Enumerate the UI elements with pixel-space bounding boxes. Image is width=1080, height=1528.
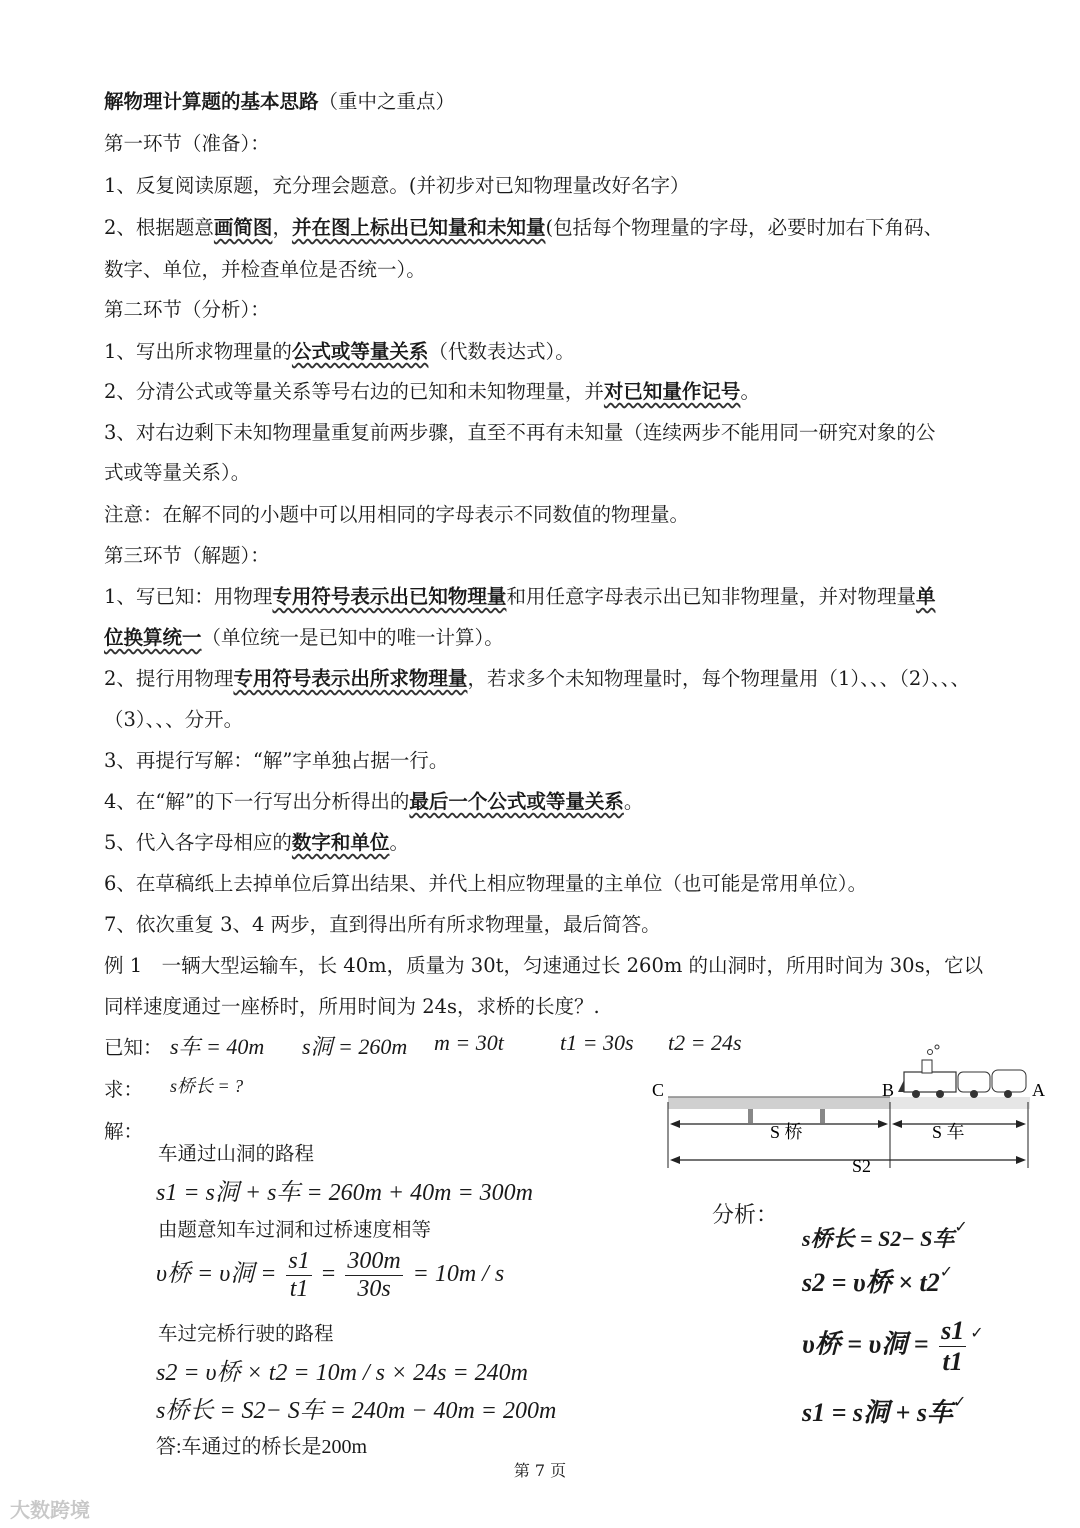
ask-expression: s桥长 = ? [170, 1076, 244, 1096]
sec2-item1-c: （代数表达式）。 [428, 340, 575, 363]
bridge-pier-1 [748, 1109, 753, 1123]
check-icon: ✓ [953, 1392, 967, 1411]
label-s2: S2 [852, 1156, 872, 1176]
label-s-car: S 车 [932, 1122, 965, 1142]
step2-text: 由题意知车过洞和过桥速度相等 [158, 1218, 432, 1241]
sec3-item3: 3、再提行写解：“解”字单独占据一行。 [104, 749, 449, 772]
analysis-eq4 [802, 1392, 966, 1429]
bridge-deck [668, 1097, 890, 1109]
label-s-bridge: S 桥 [770, 1122, 803, 1142]
page-number: 第 7 页 [513, 1461, 567, 1480]
train-icon [898, 1045, 1026, 1098]
sec1-item2-c: ， [272, 216, 292, 239]
answer: 答:车通过的桥长是200m [156, 1436, 368, 1458]
page-title [104, 86, 455, 114]
sec3-item5-a: 5、代入各字母相应的 [104, 831, 292, 854]
title-main: 解物理计算题的基本思路 [104, 90, 319, 113]
known-s-car: s车 = 40m [170, 1034, 265, 1059]
road-segment [890, 1097, 1030, 1109]
sec3-item4-c: 。 [623, 790, 644, 813]
sec3-item1-emph2: 单 [915, 585, 936, 608]
sec2-item1-a: 1、写出所求物理量的 [104, 340, 292, 363]
check-icon: ✓ [970, 1323, 984, 1343]
analysis-eq2-text: s2 = υ桥 × t2 [802, 1268, 940, 1297]
label-a: A [1032, 1080, 1045, 1100]
step2-rhs: = 10m / s [412, 1261, 505, 1288]
sec1-item2 [104, 212, 943, 240]
solve-label: 解： [104, 1120, 144, 1143]
known-t1: t1 = 30s [560, 1030, 634, 1055]
sec3-item1-c: 和用任意字母表示出已知非物理量，并对物理量 [506, 585, 916, 608]
sec3-item1-emph3: 位换算统一 [104, 626, 202, 649]
sec3-item2-emph: 专用符号表示出所求物理量 [233, 667, 468, 690]
step1-equation [156, 1172, 533, 1207]
arrowhead-s-car-left [892, 1120, 902, 1128]
step2-equals: = [321, 1261, 336, 1288]
example-line1: 例 1 一辆大型运输车，长 40m，质量为 30t，匀速通过长 260m 的山洞时，所用时间为 30s，它以 [104, 954, 984, 977]
title-paren: （重中之重点） [318, 90, 456, 113]
sec3-item4-emph: 最后一个公式或等量关系 [409, 790, 624, 813]
step3-eq-text: s2 = υ桥 × t2 = 10m / s × 24s = 240m [156, 1360, 529, 1386]
example-line2: 同样速度通过一座桥时，所用时间为 24s，求桥的长度？. [104, 995, 600, 1018]
analysis-eq3-frac [939, 1316, 966, 1377]
analysis-eq3-num: s1 [941, 1316, 965, 1345]
known-label: 已知： [104, 1036, 163, 1059]
step2-frac1-den: t1 [289, 1276, 309, 1302]
step2-frac2-num: 300m [347, 1248, 401, 1274]
sec3-item6: 6、在草稿纸上去掉单位后算出结果、并代上相应物理量的主单位（也可能是常用单位）。 [104, 872, 868, 895]
sec1-item2-e: (包括每个物理量的字母，必要时加右下角码、 [545, 216, 944, 239]
bridge-diagram [640, 1040, 1060, 1180]
analysis-eq2 [802, 1262, 953, 1299]
sec3-item2 [104, 663, 970, 691]
arrowhead-s-car-right [1016, 1120, 1026, 1128]
watermark: 大数跨境 [10, 1498, 90, 1522]
step1-eq-text: s1 = s洞 + s车 = 260m + 40m = 300m [156, 1180, 533, 1206]
sec3-item2-cont: （3）、、、分开。 [104, 708, 244, 731]
bridge-pier-2 [820, 1109, 825, 1123]
sec2-item2 [104, 376, 760, 404]
arrowhead-s2-right [1016, 1156, 1026, 1164]
sec2-item2-emph: 对已知量作记号 [603, 380, 741, 403]
step1-text: 车通过山洞的路程 [158, 1142, 315, 1165]
known-mass: m = 30t [434, 1030, 504, 1055]
step2-frac1 [286, 1248, 311, 1303]
sec3-item1-f: （单位统一是已知中的唯一计算）。 [201, 626, 504, 649]
sec3-item1-cont [104, 622, 504, 650]
sec3-item5 [104, 827, 409, 855]
sec3-item4 [104, 786, 643, 814]
sec3-item2-a: 2、提行用物理 [104, 667, 234, 690]
sec3-item1-emph1: 专用符号表示出已知物理量 [272, 585, 507, 608]
sec1-item2-emph2: 并在图上标出已知量和未知量 [291, 216, 546, 239]
step2-lhs: υ桥 = υ洞 = [156, 1261, 277, 1288]
step3-equation [156, 1352, 528, 1387]
analysis-eq3-den: t1 [942, 1347, 963, 1376]
step2-frac2 [345, 1248, 402, 1303]
step3-text: 车过完桥行驶的路程 [158, 1322, 334, 1345]
sec3-item1-a: 1、写已知：用物理 [104, 585, 273, 608]
sec2-item3: 3、对右边剩下未知物理量重复前两步骤，直至不再有未知量（连续两步不能用同一研究对象的公 [104, 421, 936, 444]
label-c: C [652, 1080, 665, 1100]
sec2-item2-a: 2、分清公式或等量关系等号右边的已知和未知物理量，并 [104, 380, 604, 403]
step2-frac1-num: s1 [288, 1248, 310, 1274]
known-s-tunnel: s洞 = 260m [302, 1034, 408, 1059]
sec3-item7: 7、依次重复 3、4 两步，直到得出所有所求物理量，最后简答。 [104, 913, 661, 936]
step2-frac2-den: 30s [357, 1276, 391, 1302]
step2-equation [156, 1248, 504, 1303]
sec2-item2-c: 。 [740, 380, 760, 403]
sec2-heading: 第二环节（分析）： [104, 298, 270, 321]
sec2-note: 注意：在解不同的小题中可以用相同的字母表示不同数值的物理量。 [104, 503, 690, 526]
arrowhead-s-bridge-right [878, 1120, 888, 1128]
sec1-item1: 1、反复阅读原题，充分理会题意。(并初步对已知物理量改好名字） [104, 174, 690, 197]
sec3-item4-a: 4、在“解”的下一行写出分析得出的 [104, 790, 410, 813]
arrowhead-s-bridge-left [670, 1120, 680, 1128]
analysis-eq1-text: s桥长 = S2− S车 [802, 1226, 955, 1251]
sec3-item5-c: 。 [389, 831, 409, 854]
check-icon: ✓ [954, 1217, 968, 1236]
sec3-item5-emph: 数字和单位 [291, 831, 390, 854]
analysis-eq3 [802, 1316, 984, 1377]
sec1-item2-cont: 数字、单位，并检查单位是否统一）。 [104, 258, 426, 281]
analysis-eq1 [802, 1217, 968, 1253]
sec1-item2-a: 2、根据题意 [104, 216, 214, 239]
check-icon: ✓ [939, 1262, 954, 1281]
arrowhead-s2-left [670, 1156, 680, 1164]
sec2-item1 [104, 336, 575, 364]
sec1-heading: 第一环节（准备）： [104, 132, 270, 155]
ask-label: 求： [104, 1078, 144, 1101]
sec3-item1 [104, 581, 935, 609]
label-b: B [882, 1080, 895, 1100]
sec3-item2-c: ，若求多个未知物理量时，每个物理量用（1）、、、（2）、、、 [467, 667, 971, 690]
sec2-item1-emph: 公式或等量关系 [291, 340, 429, 363]
step4-eq-text: s桥长 = S2− S车 = 240m − 40m = 200m [156, 1398, 557, 1424]
sec3-heading: 第三环节（解题）： [104, 544, 270, 567]
known-t2: t2 = 24s [668, 1030, 742, 1055]
analysis-eq4-text: s1 = s洞 + s车 [802, 1398, 953, 1427]
sec1-item2-emph1: 画简图 [213, 216, 273, 239]
step4-equation [156, 1390, 556, 1425]
analysis-eq3-lhs: υ桥 = υ洞 = [802, 1329, 929, 1359]
sec2-item3-cont: 式或等量关系）。 [104, 461, 251, 484]
analysis-label: 分析： [712, 1203, 779, 1228]
